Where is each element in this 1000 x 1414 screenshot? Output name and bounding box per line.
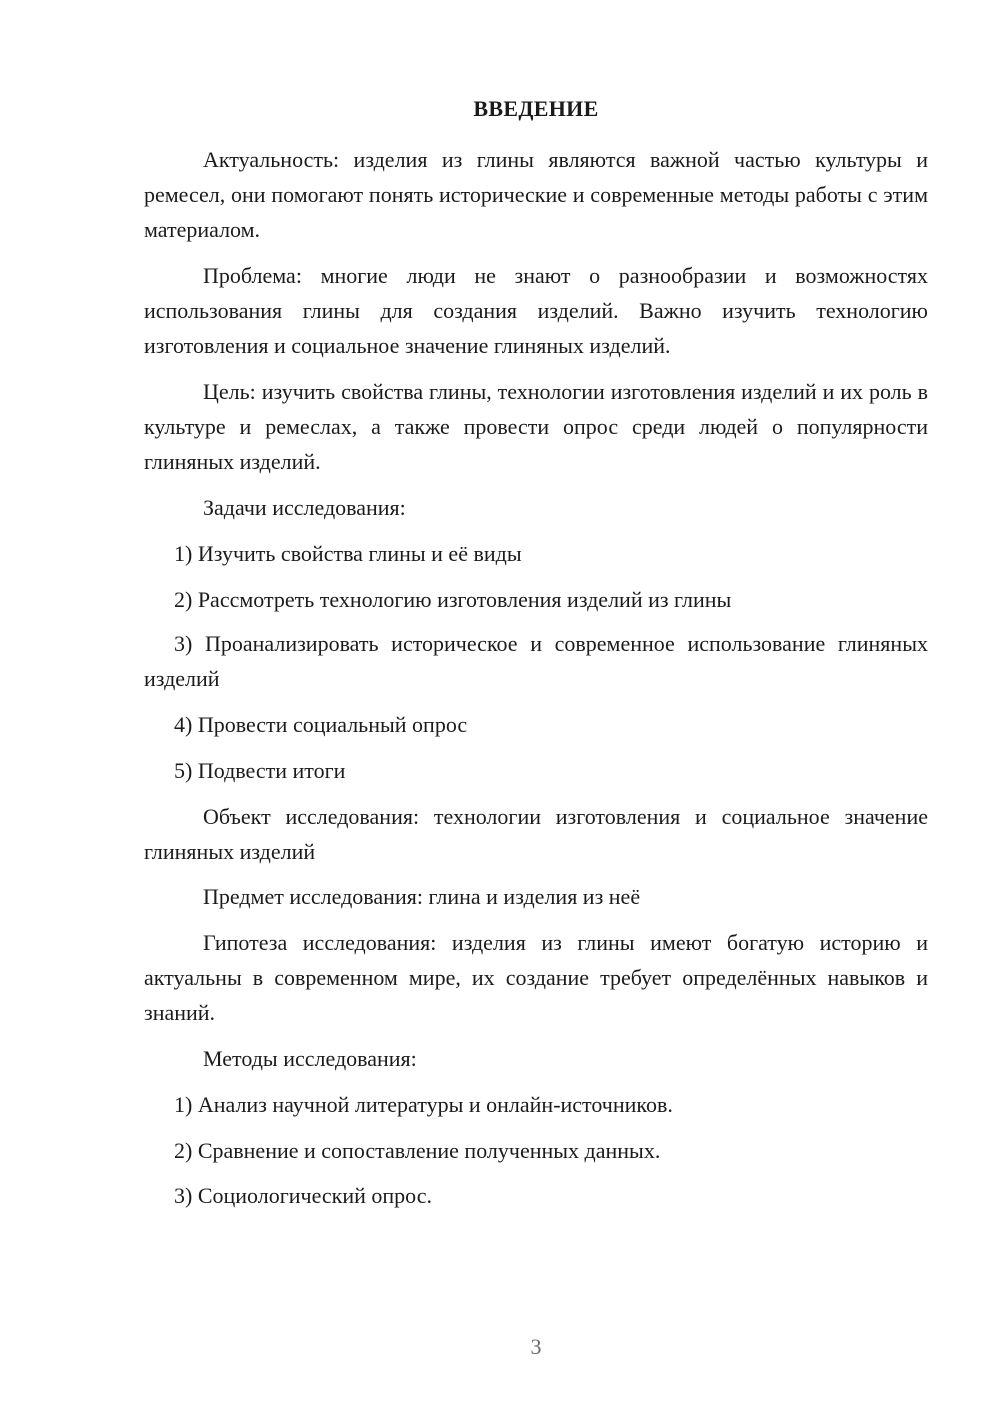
methods-heading: Методы исследования: <box>203 1046 417 1071</box>
object-paragraph: Объект исследования: технологии изготовления и социальное значение глиняных изделий <box>144 804 928 864</box>
subject-paragraph: Предмет исследования: глина и изделия из неё <box>203 884 641 909</box>
problem-paragraph: Проблема: многие люди не знают о разнообразии и возможностях использования глины для создания изделий. Важно изучить технологию изготовления и социальное значение глиняных изделий. <box>144 263 928 358</box>
hypothesis-paragraph: Гипотеза исследования: изделия из глины имеют богатую историю и актуальны в современном мире, их создание требует определённых навыков и знаний. <box>144 930 928 1025</box>
task-item: 4) Провести социальный опрос <box>174 712 468 737</box>
page-number: 3 <box>530 1334 542 1359</box>
relevance-paragraph: Актуальность: изделия из глины являются важной частью культуры и ремесел, они помогают понять исторические и современные методы работы с этим материалом. <box>144 147 928 242</box>
task-item: 1) Изучить свойства глины и её виды <box>174 541 522 566</box>
method-item: 3) Социологический опрос. <box>174 1183 432 1208</box>
method-item: 2) Сравнение и сопоставление полученных данных. <box>174 1138 661 1163</box>
task-item: 3) Проанализировать историческое и современное использование глиняных изделий <box>144 631 928 691</box>
task-item: 2) Рассмотреть технологию изготовления изделий из глины <box>174 587 732 612</box>
page-title: ВВЕДЕНИЕ <box>473 96 599 121</box>
tasks-heading: Задачи исследования: <box>203 495 406 520</box>
task-item: 5) Подвести итоги <box>174 758 346 783</box>
goal-paragraph: Цель: изучить свойства глины, технологии изготовления изделий и их роль в культуре и ремеслах, а также провести опрос среди людей о популярности глиняных изделий. <box>144 379 928 474</box>
method-item: 1) Анализ научной литературы и онлайн-источников. <box>174 1092 673 1117</box>
